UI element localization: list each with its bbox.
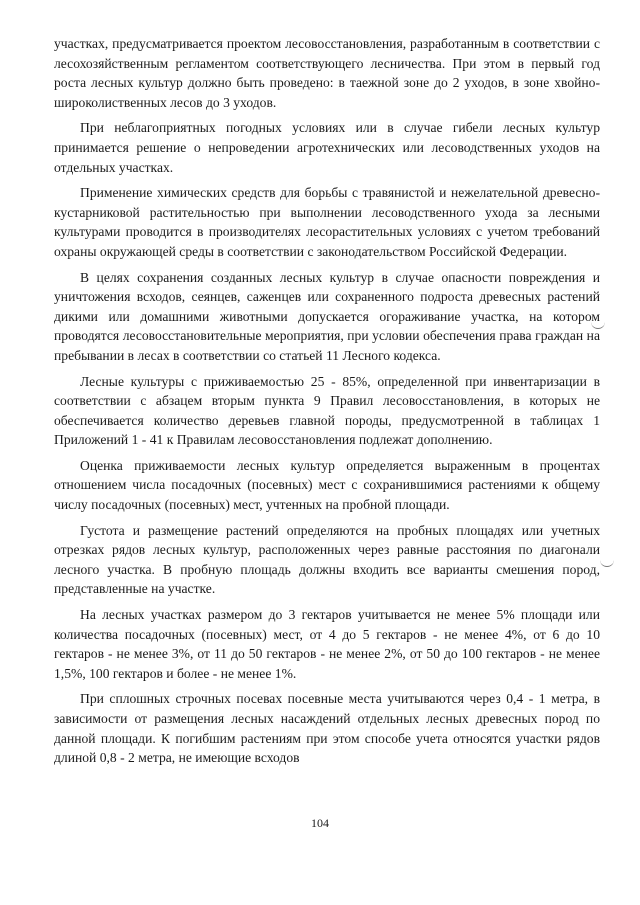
paragraph-9: При сплошных строчных посевах посевные места учитываются через 0,4 - 1 метра, в зависимости от размещения лесных насаждений отдельных лесных древесных пород по данной площади. К погибшим растениям при этом способе учета относятся участки рядов длиной 0,8 - 2 метра, не имеющие всходов: [54, 691, 600, 766]
paragraph-6: Оценка приживаемости лесных культур определяется выраженным в процентах отношением числа посадочных (посевных) мест с сохранившимися растениями к общему числу посадочных (посевных) мест, учтенных на пробной площади.: [54, 457, 600, 513]
paragraph-1: участках, предусматривается проектом лесовосстановления, разработанным в соответствии с лесохозяйственным регламентом соответствующего лесничества. При этом в первый год роста лесных культур должно быть проведено: в таежной зоне до 2 уходов, в зоне хвойно-широколиственных лесов до 3 уходов.: [54, 36, 600, 110]
page-number: 104: [311, 816, 329, 830]
margin-mark-icon: [591, 320, 605, 329]
document-body: [54, 34, 600, 774]
paragraph-3: Применение химических средств для борьбы с травянистой и нежелательной древесно-кустарниковой растительностью при выполнении лесоводственного ухода за лесными культурами проводится в производителях лесорастительных условиях с учетом требований охраны окружающей среды в соответствии с законодательством Российской Федерации.: [54, 185, 600, 259]
paragraph-8: На лесных участках размером до 3 гектаров учитывается не менее 5% площади или количества посадочных (посевных) мест, от 4 до 5 гектаров - не менее 4%, от 6 до 10 гектаров - не менее 3%, от 11 до 50 гектаров - не менее 2%, от 50 до 100 гектаров - не менее 1,5%, 100 гектаров и более - не менее 1%.: [54, 607, 600, 681]
paragraph-2: При неблагоприятных погодных условиях или в случае гибели лесных культур принимается решение о непроведении агротехнических или лесоводственных уходов на отдельных участках.: [54, 120, 600, 175]
margin-mark-icon: [600, 558, 614, 567]
paragraph-5: Лесные культуры с приживаемостью 25 - 85%, определенной при инвентаризации в соответствии с абзацем вторым пункта 9 Правил лесовосстановления, в которых не обеспечивается количество деревьев главной породы, предусмотренной в таблицах 1 Приложений 1 - 41 к Правилам лесовосстановления подлежат дополнению.: [54, 373, 600, 448]
paragraph-4: В целях сохранения созданных лесных культур в случае опасности повреждения и уничтожения всходов, сеянцев, саженцев или сохраненного подроста древесных растений дикими или домашними животными допускается огораживание участка, на котором проводятся лесовосстановительные мероприятия, при условии обеспечения права граждан на пребывании в лесах в соответствии со статьей 11 Лесного кодекса.: [54, 269, 600, 363]
paragraph-7: Густота и размещение растений определяются на пробных площадях или учетных отрезках рядов лесных культур, расположенных через равные расстояния по диагонали лесного участка. В пробную площадь должны входить все варианты смешения пород, представленные на участке.: [54, 522, 600, 597]
